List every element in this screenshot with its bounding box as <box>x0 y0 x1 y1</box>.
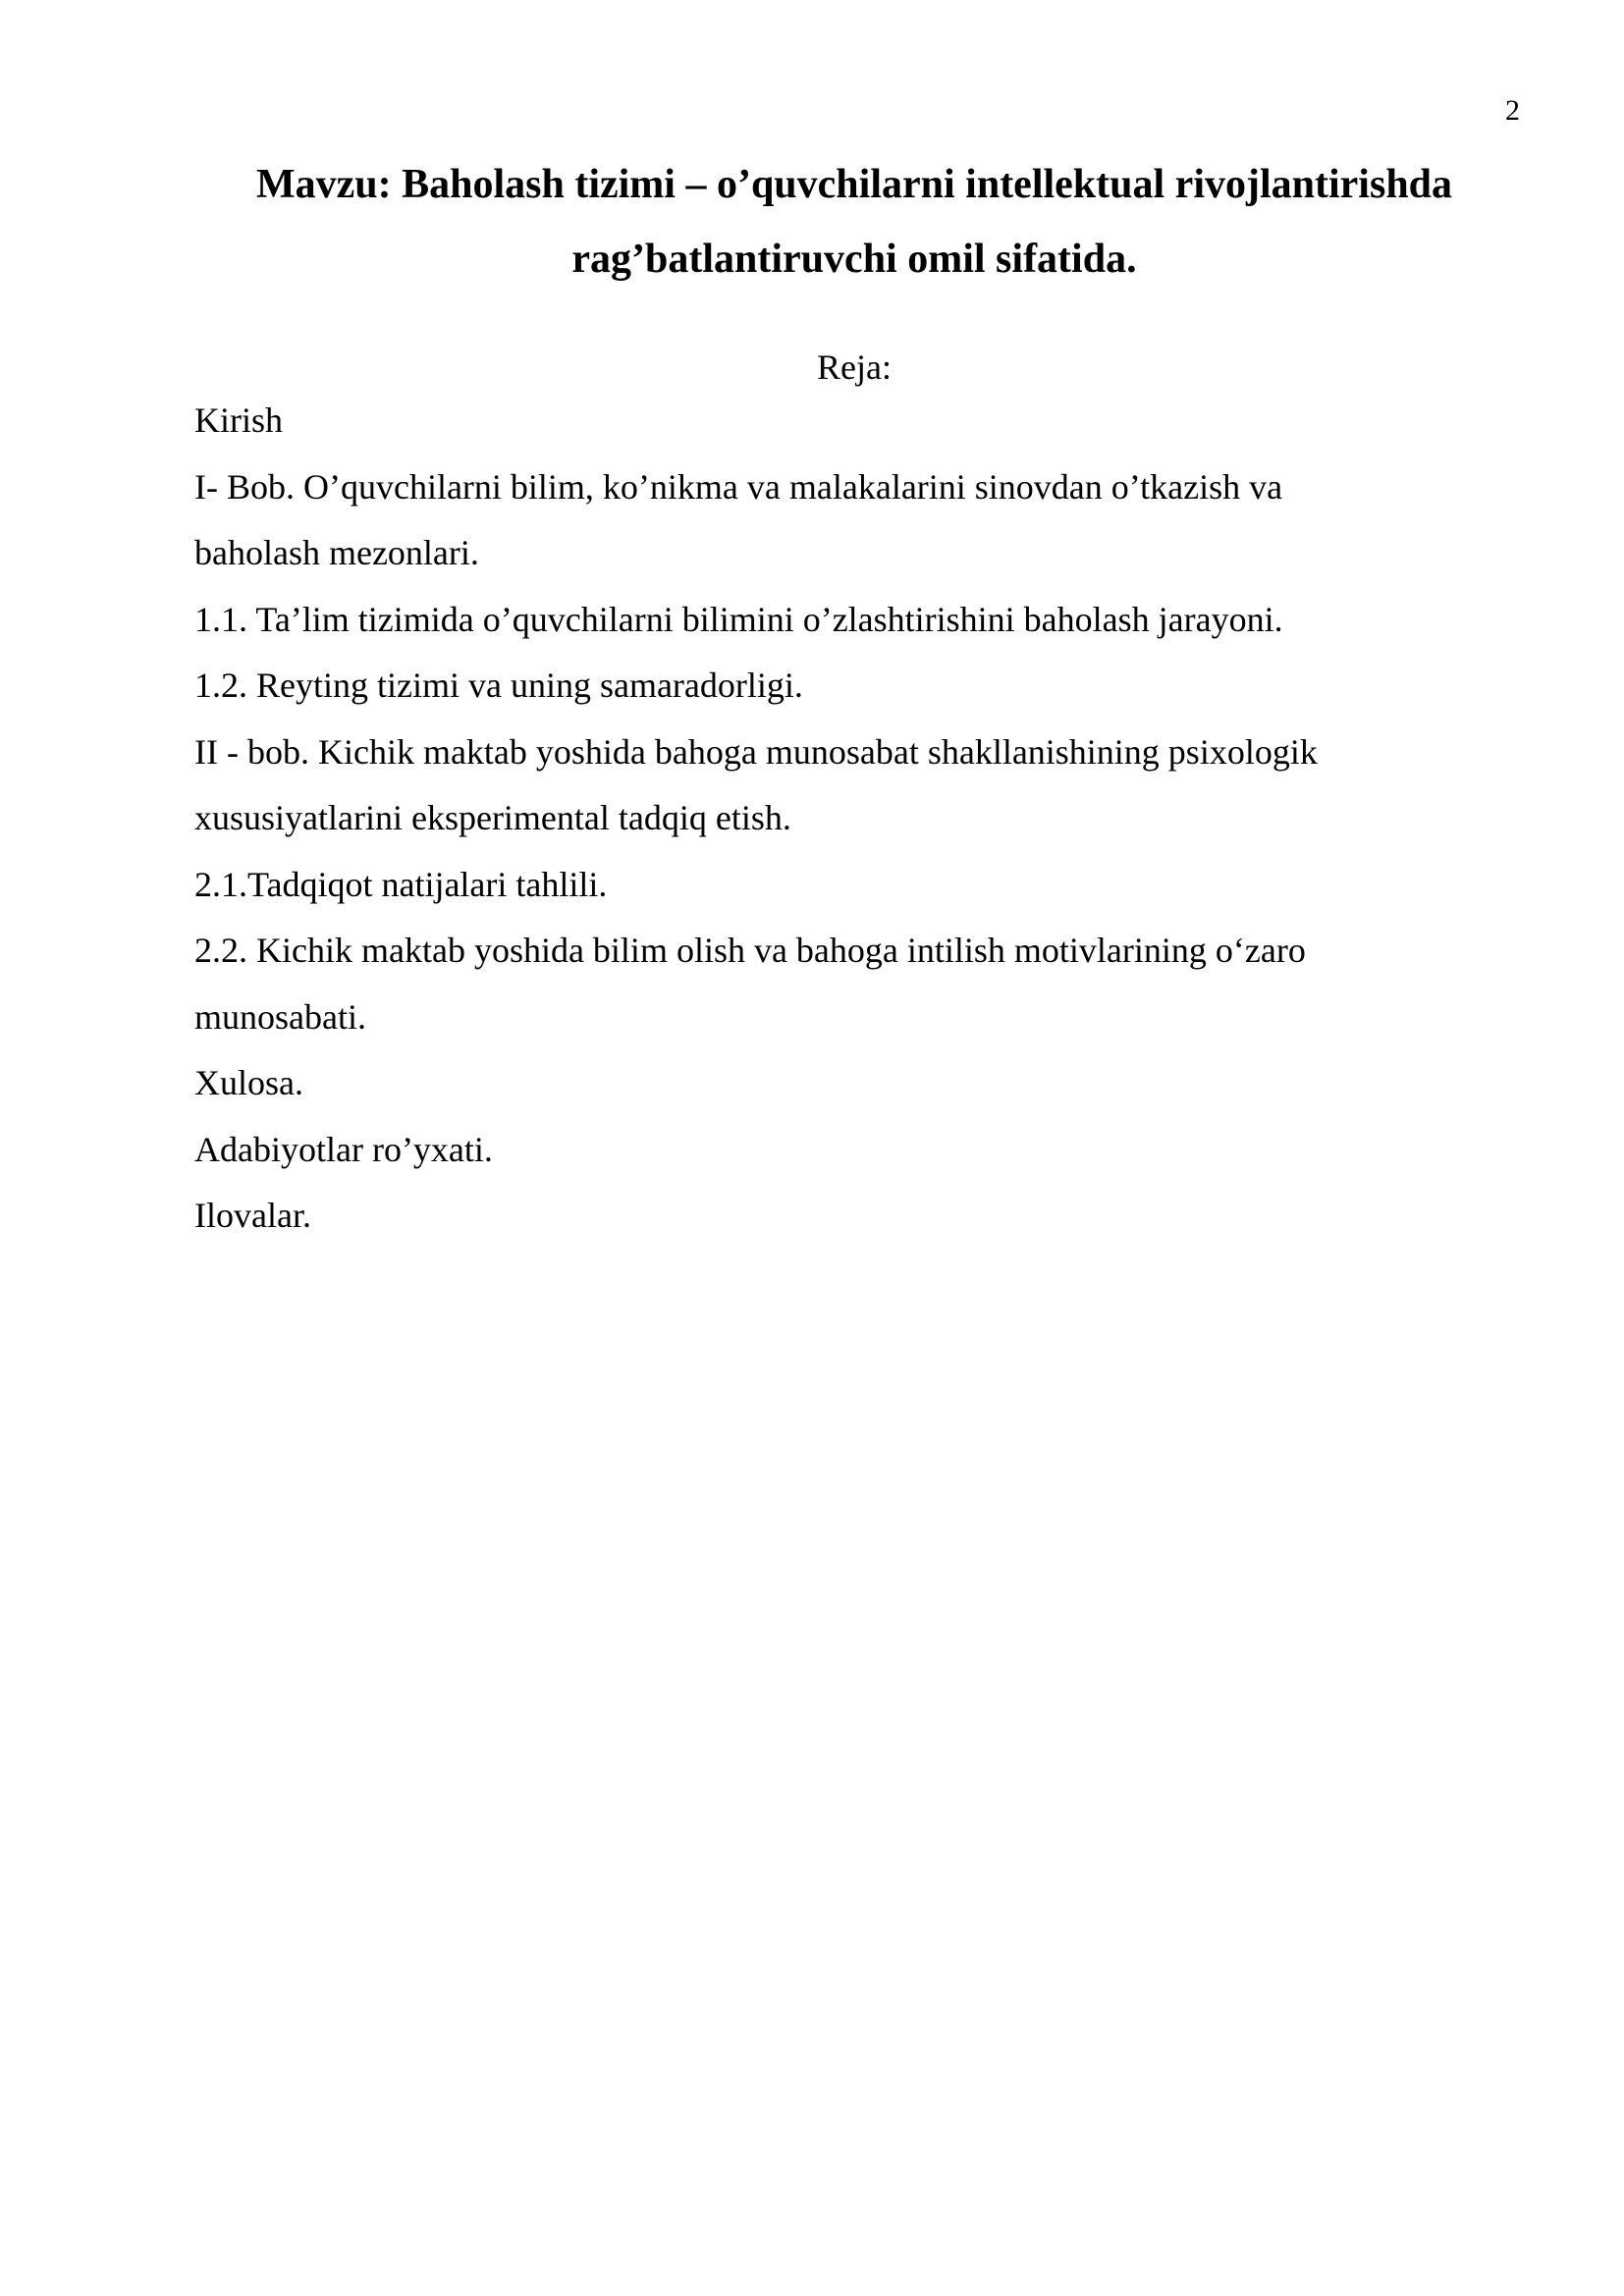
toc-line-section-1-1: 1.1. Ta’lim tizimida o’quvchilarni bilimini o’zlashtirishini baholash jarayoni. <box>194 599 1283 639</box>
toc-line-chapter-1-cont: baholash mezonlari. <box>194 533 479 572</box>
toc-line-chapter-2-cont: xususiyatlarini eksperimental tadqiq etish. <box>194 798 791 837</box>
document-title-line-1: Mavzu: Baholash tizimi – o’quvchilarni intellektual rivojlantirishda <box>255 162 1453 207</box>
document-title <box>157 147 1551 296</box>
toc-line-references: Adabiyotlar ro’yxati. <box>194 1129 493 1169</box>
toc-line-intro: Kirish <box>194 400 283 440</box>
toc-line-conclusion: Xulosa. <box>194 1063 303 1102</box>
toc-line-appendices: Ilovalar. <box>194 1196 311 1235</box>
table-of-contents <box>194 388 1471 1250</box>
plan-heading: Reja: <box>817 347 892 387</box>
toc-line-section-2-2: 2.2. Kichik maktab yoshida bilim olish va bahoga intilish motivlarining o‘zaro <box>194 931 1306 970</box>
toc-line-chapter-2: II - bob. Kichik maktab yoshida bahoga munosabat shakllanishining psixologik <box>194 731 1318 772</box>
toc-line-section-2-2-cont: munosabati. <box>194 996 366 1037</box>
toc-line-chapter-1: I- Bob. O’quvchilarni bilim, ko’nikma va malakalarini sinovdan o’tkazish va <box>194 466 1283 507</box>
page-number: 2 <box>1505 94 1520 127</box>
document-title-line-2: rag’batlantiruvchi omil sifatida. <box>571 237 1137 282</box>
toc-line-section-1-2: 1.2. Reyting tizimi va uning samaradorligi. <box>194 666 803 705</box>
toc-line-section-2-1: 2.1.Tadqiqot natijalari tahlili. <box>194 864 608 904</box>
